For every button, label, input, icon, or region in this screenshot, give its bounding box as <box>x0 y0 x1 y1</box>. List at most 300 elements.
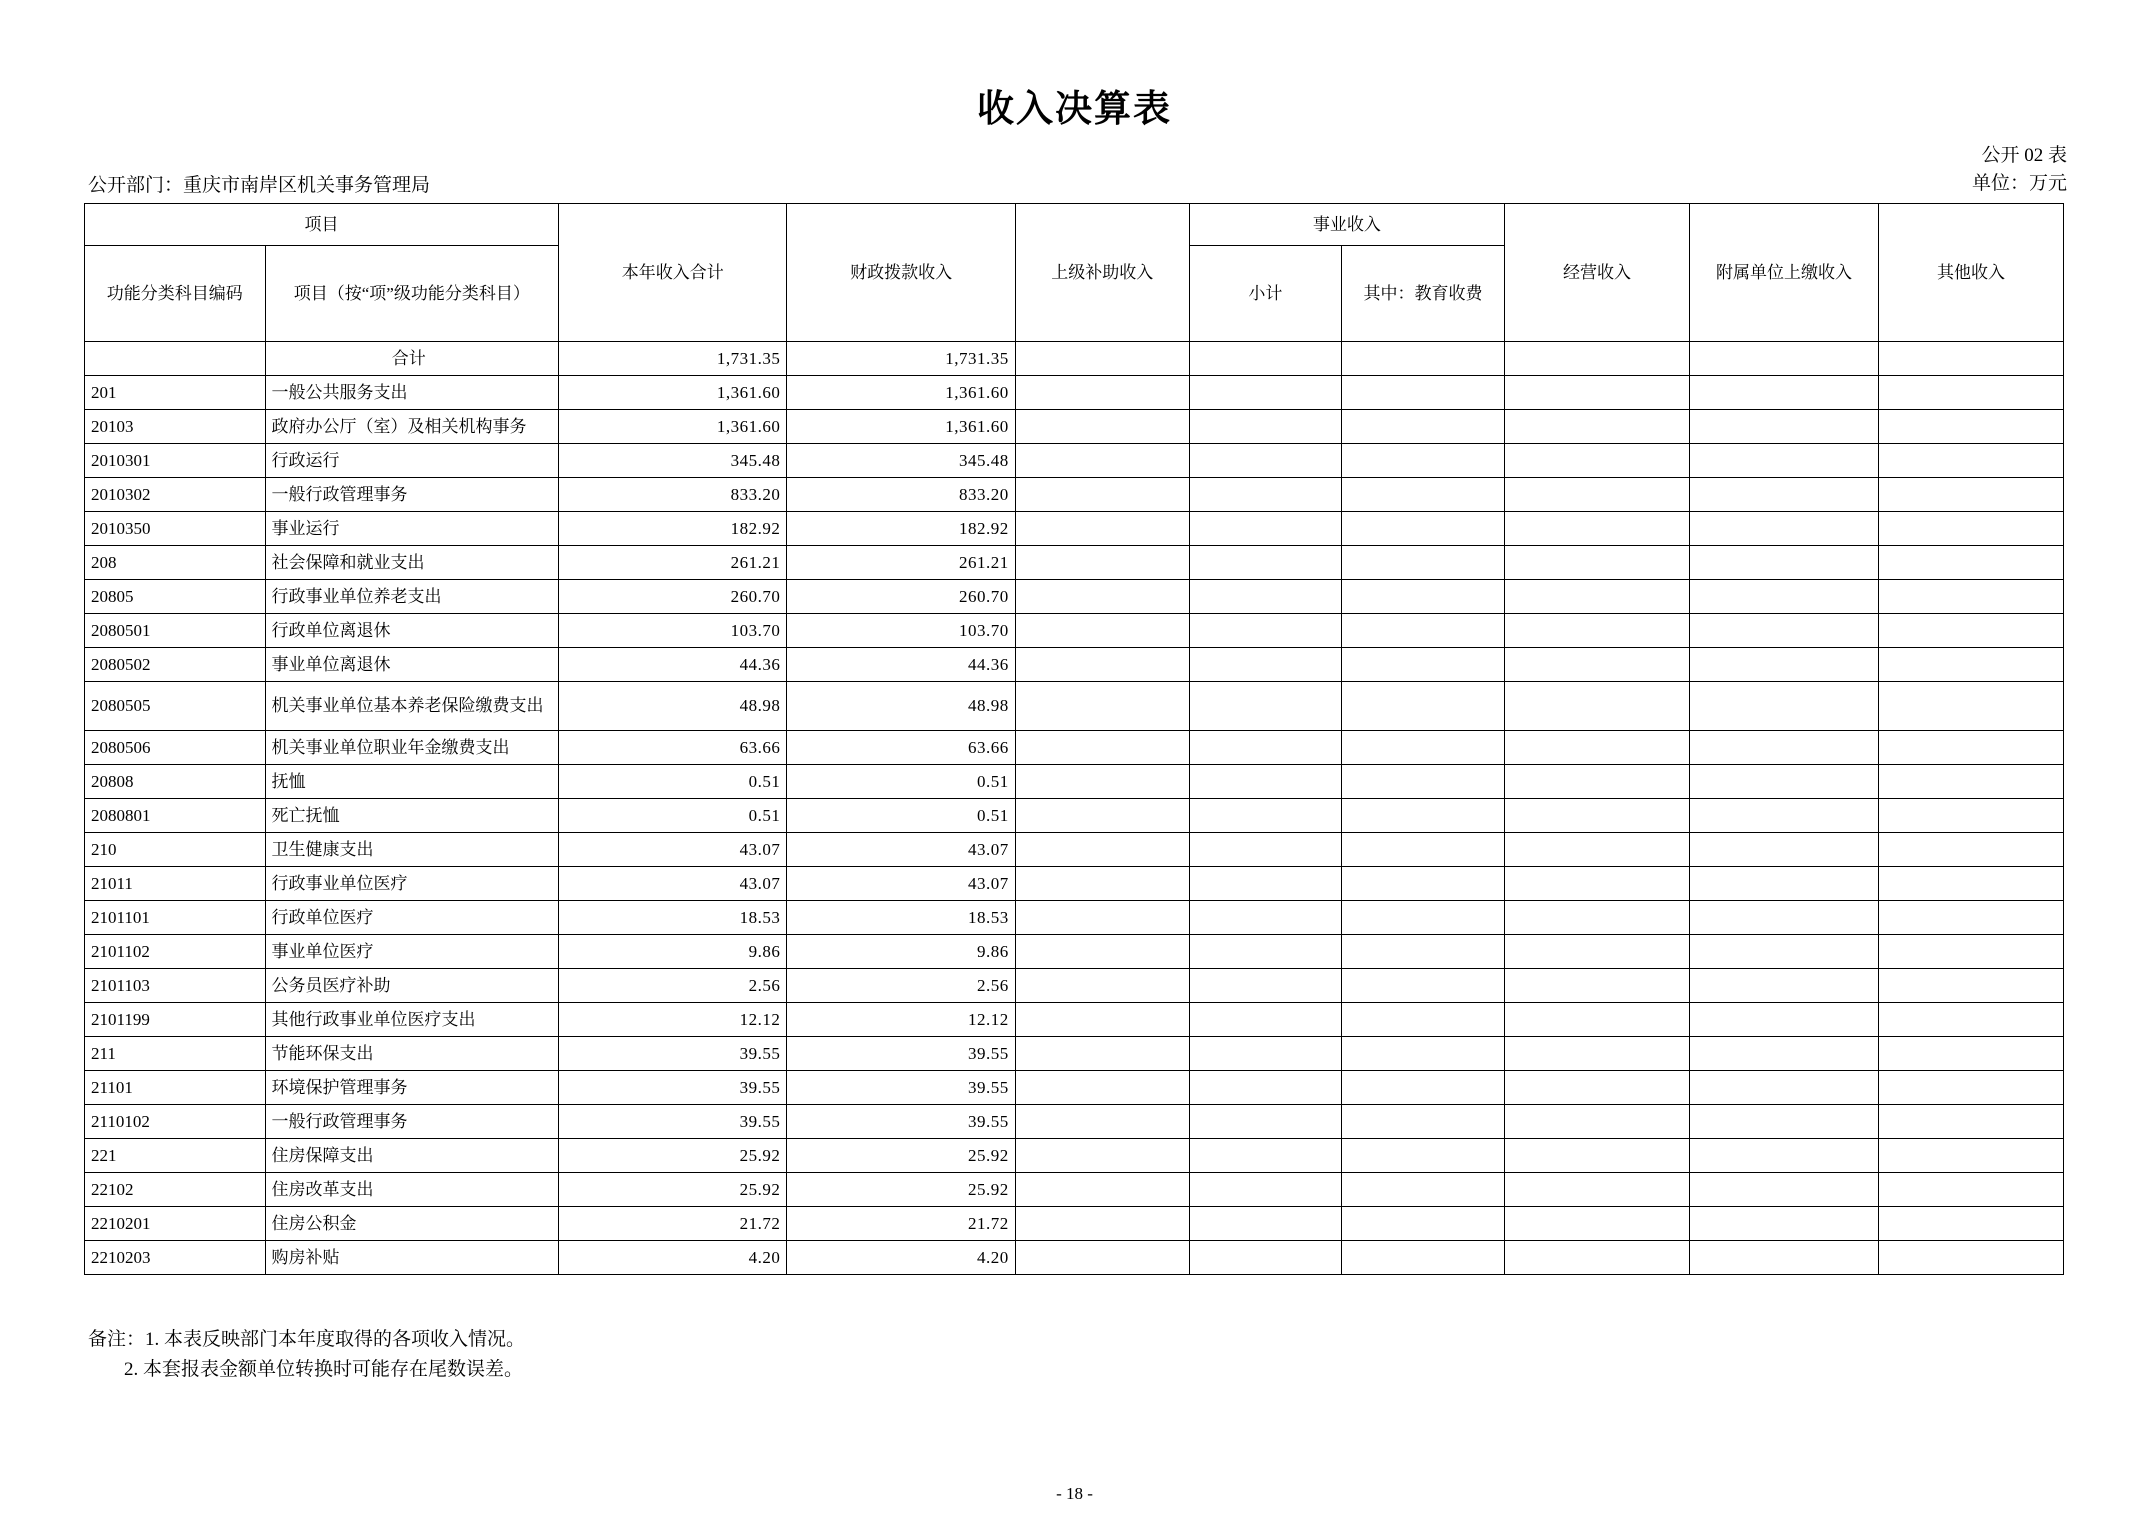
row-superior-subsidy <box>1015 580 1189 614</box>
row-superior-subsidy <box>1015 1003 1189 1037</box>
row-total-income: 0.51 <box>559 765 787 799</box>
row-operating-income <box>1505 682 1690 731</box>
row-code: 201 <box>85 376 266 410</box>
row-operating-income <box>1505 765 1690 799</box>
table-row <box>85 731 2064 765</box>
row-total-income: 260.70 <box>559 580 787 614</box>
row-other-income <box>1879 799 2064 833</box>
row-superior-subsidy <box>1015 648 1189 682</box>
amount-unit: 单位：万元 <box>1971 173 2067 194</box>
row-superior-subsidy <box>1015 833 1189 867</box>
row-code: 2080801 <box>85 799 266 833</box>
row-fiscal-income: 39.55 <box>787 1071 1015 1105</box>
table-row <box>85 512 2064 546</box>
row-code: 210 <box>85 833 266 867</box>
row-total-income: 63.66 <box>559 731 787 765</box>
row-affiliated-income <box>1689 512 1878 546</box>
row-item-name: 社会保障和就业支出 <box>265 546 559 580</box>
table-row <box>85 478 2064 512</box>
row-affiliated-income <box>1689 580 1878 614</box>
row-business-subtotal <box>1189 901 1341 935</box>
row-item-name: 一般公共服务支出 <box>265 376 559 410</box>
row-education-fee <box>1341 731 1504 765</box>
row-code: 2080501 <box>85 614 266 648</box>
row-item-name: 行政单位医疗 <box>265 901 559 935</box>
table-row <box>85 1071 2064 1105</box>
row-business-subtotal <box>1189 648 1341 682</box>
row-superior-subsidy <box>1015 901 1189 935</box>
row-item-name: 环境保护管理事务 <box>265 1071 559 1105</box>
row-total-income: 21.72 <box>559 1207 787 1241</box>
row-total-income: 0.51 <box>559 799 787 833</box>
form-number: 公开 02 表 <box>1981 145 2067 166</box>
row-education-fee <box>1341 614 1504 648</box>
row-item-name: 事业运行 <box>265 512 559 546</box>
row-superior-subsidy <box>1015 731 1189 765</box>
row-superior-subsidy <box>1015 342 1189 376</box>
row-business-subtotal <box>1189 478 1341 512</box>
row-superior-subsidy <box>1015 1105 1189 1139</box>
row-code: 20805 <box>85 580 266 614</box>
row-fiscal-income: 0.51 <box>787 799 1015 833</box>
row-other-income <box>1879 833 2064 867</box>
table-row <box>85 935 2064 969</box>
row-total-income: 39.55 <box>559 1037 787 1071</box>
row-item-name: 住房改革支出 <box>265 1173 559 1207</box>
row-fiscal-income: 345.48 <box>787 444 1015 478</box>
table-row <box>85 1105 2064 1139</box>
row-affiliated-income <box>1689 376 1878 410</box>
row-education-fee <box>1341 478 1504 512</box>
row-fiscal-income: 1,731.35 <box>787 342 1015 376</box>
row-business-subtotal <box>1189 867 1341 901</box>
row-other-income <box>1879 376 2064 410</box>
row-business-subtotal <box>1189 1241 1341 1275</box>
row-affiliated-income <box>1689 410 1878 444</box>
row-total-income: 25.92 <box>559 1173 787 1207</box>
table-row <box>85 867 2064 901</box>
row-total-income: 1,731.35 <box>559 342 787 376</box>
row-other-income <box>1879 1105 2064 1139</box>
row-code: 20103 <box>85 410 266 444</box>
income-final-accounts-table <box>84 203 2064 1275</box>
row-superior-subsidy <box>1015 1241 1189 1275</box>
row-affiliated-income <box>1689 1037 1878 1071</box>
row-operating-income <box>1505 1003 1690 1037</box>
page-title: 收入决算表 <box>977 89 1172 130</box>
row-operating-income <box>1505 1173 1690 1207</box>
row-code: 211 <box>85 1037 266 1071</box>
row-superior-subsidy <box>1015 1173 1189 1207</box>
table-row <box>85 765 2064 799</box>
row-operating-income <box>1505 444 1690 478</box>
row-fiscal-income: 1,361.60 <box>787 410 1015 444</box>
row-item-name: 其他行政事业单位医疗支出 <box>265 1003 559 1037</box>
header-affiliated: 附属单位上缴收入 <box>1689 204 1878 342</box>
row-business-subtotal <box>1189 969 1341 1003</box>
row-education-fee <box>1341 1003 1504 1037</box>
row-operating-income <box>1505 1105 1690 1139</box>
row-fiscal-income: 39.55 <box>787 1105 1015 1139</box>
header-code: 功能分类科目编码 <box>85 246 266 342</box>
table-row <box>85 682 2064 731</box>
row-fiscal-income: 25.92 <box>787 1139 1015 1173</box>
table-row <box>85 376 2064 410</box>
row-business-subtotal <box>1189 1173 1341 1207</box>
row-total-income: 25.92 <box>559 1139 787 1173</box>
row-fiscal-income: 43.07 <box>787 867 1015 901</box>
row-code <box>85 342 266 376</box>
row-other-income <box>1879 1071 2064 1105</box>
row-other-income <box>1879 969 2064 1003</box>
header-fiscal: 财政拨款收入 <box>787 204 1015 342</box>
row-superior-subsidy <box>1015 1071 1189 1105</box>
row-affiliated-income <box>1689 901 1878 935</box>
row-total-income: 43.07 <box>559 833 787 867</box>
row-fiscal-income: 9.86 <box>787 935 1015 969</box>
row-superior-subsidy <box>1015 546 1189 580</box>
row-education-fee <box>1341 410 1504 444</box>
row-other-income <box>1879 1173 2064 1207</box>
row-total-income: 48.98 <box>559 682 787 731</box>
row-affiliated-income <box>1689 1071 1878 1105</box>
row-operating-income <box>1505 1139 1690 1173</box>
row-affiliated-income <box>1689 1241 1878 1275</box>
row-fiscal-income: 44.36 <box>787 648 1015 682</box>
row-item-name: 机关事业单位基本养老保险缴费支出 <box>265 682 559 731</box>
row-code: 2080502 <box>85 648 266 682</box>
row-affiliated-income <box>1689 935 1878 969</box>
row-affiliated-income <box>1689 342 1878 376</box>
row-operating-income <box>1505 1207 1690 1241</box>
table-row <box>85 901 2064 935</box>
header-item-name: 项目（按“项”级功能分类科目） <box>265 246 559 342</box>
header-other: 其他收入 <box>1879 204 2064 342</box>
row-total-income: 182.92 <box>559 512 787 546</box>
row-education-fee <box>1341 682 1504 731</box>
row-other-income <box>1879 682 2064 731</box>
row-business-subtotal <box>1189 682 1341 731</box>
header-business-income: 事业收入 <box>1189 204 1504 246</box>
row-superior-subsidy <box>1015 1037 1189 1071</box>
row-affiliated-income <box>1689 546 1878 580</box>
row-fiscal-income: 182.92 <box>787 512 1015 546</box>
row-other-income <box>1879 614 2064 648</box>
row-other-income <box>1879 512 2064 546</box>
row-superior-subsidy <box>1015 969 1189 1003</box>
row-code: 2101101 <box>85 901 266 935</box>
table-row <box>85 1173 2064 1207</box>
row-education-fee <box>1341 867 1504 901</box>
row-business-subtotal <box>1189 731 1341 765</box>
table-row <box>85 833 2064 867</box>
row-total-income: 44.36 <box>559 648 787 682</box>
row-code: 208 <box>85 546 266 580</box>
row-total-income: 1,361.60 <box>559 376 787 410</box>
row-other-income <box>1879 901 2064 935</box>
row-business-subtotal <box>1189 935 1341 969</box>
row-superior-subsidy <box>1015 867 1189 901</box>
row-business-subtotal <box>1189 580 1341 614</box>
row-business-subtotal <box>1189 1207 1341 1241</box>
note-line-2: 2. 本套报表金额单位转换时可能存在尾数误差。 <box>124 1359 524 1380</box>
row-superior-subsidy <box>1015 410 1189 444</box>
table-row <box>85 1037 2064 1071</box>
row-business-subtotal <box>1189 1071 1341 1105</box>
row-operating-income <box>1505 580 1690 614</box>
row-operating-income <box>1505 1037 1690 1071</box>
row-other-income <box>1879 580 2064 614</box>
row-item-name: 购房补贴 <box>265 1241 559 1275</box>
row-other-income <box>1879 1241 2064 1275</box>
row-education-fee <box>1341 1241 1504 1275</box>
row-total-income: 39.55 <box>559 1105 787 1139</box>
row-fiscal-income: 21.72 <box>787 1207 1015 1241</box>
row-other-income <box>1879 648 2064 682</box>
row-operating-income <box>1505 546 1690 580</box>
row-education-fee <box>1341 935 1504 969</box>
header-item-group: 项目 <box>85 204 559 246</box>
table-header-row-1 <box>85 204 2064 246</box>
row-code: 2101103 <box>85 969 266 1003</box>
row-item-name: 合计 <box>265 342 559 376</box>
row-item-name: 卫生健康支出 <box>265 833 559 867</box>
row-item-name: 抚恤 <box>265 765 559 799</box>
row-operating-income <box>1505 614 1690 648</box>
row-other-income <box>1879 546 2064 580</box>
row-affiliated-income <box>1689 682 1878 731</box>
table-row <box>85 648 2064 682</box>
table-row <box>85 969 2064 1003</box>
row-fiscal-income: 39.55 <box>787 1037 1015 1071</box>
table-row <box>85 580 2064 614</box>
table-body <box>85 342 2064 1275</box>
row-operating-income <box>1505 342 1690 376</box>
row-affiliated-income <box>1689 478 1878 512</box>
row-education-fee <box>1341 648 1504 682</box>
row-fiscal-income: 43.07 <box>787 833 1015 867</box>
row-code: 22102 <box>85 1173 266 1207</box>
row-operating-income <box>1505 833 1690 867</box>
row-superior-subsidy <box>1015 614 1189 648</box>
row-operating-income <box>1505 648 1690 682</box>
row-code: 221 <box>85 1139 266 1173</box>
row-business-subtotal <box>1189 833 1341 867</box>
row-code: 2101199 <box>85 1003 266 1037</box>
row-total-income: 1,361.60 <box>559 410 787 444</box>
row-item-name: 一般行政管理事务 <box>265 478 559 512</box>
table-row <box>85 444 2064 478</box>
row-education-fee <box>1341 1139 1504 1173</box>
row-education-fee <box>1341 512 1504 546</box>
row-code: 2080505 <box>85 682 266 731</box>
row-code: 2210203 <box>85 1241 266 1275</box>
table-row <box>85 1003 2064 1037</box>
row-operating-income <box>1505 1241 1690 1275</box>
row-business-subtotal <box>1189 765 1341 799</box>
row-code: 21101 <box>85 1071 266 1105</box>
table-row <box>85 342 2064 376</box>
row-fiscal-income: 103.70 <box>787 614 1015 648</box>
row-total-income: 345.48 <box>559 444 787 478</box>
header-operating: 经营收入 <box>1505 204 1690 342</box>
row-other-income <box>1879 444 2064 478</box>
row-operating-income <box>1505 512 1690 546</box>
row-affiliated-income <box>1689 833 1878 867</box>
row-education-fee <box>1341 1105 1504 1139</box>
row-fiscal-income: 1,361.60 <box>787 376 1015 410</box>
table-row <box>85 614 2064 648</box>
table-row <box>85 1207 2064 1241</box>
row-fiscal-income: 2.56 <box>787 969 1015 1003</box>
row-other-income <box>1879 342 2064 376</box>
row-education-fee <box>1341 799 1504 833</box>
header-education-fee: 其中：教育收费 <box>1341 246 1504 342</box>
row-business-subtotal <box>1189 1105 1341 1139</box>
row-business-subtotal <box>1189 376 1341 410</box>
row-item-name: 事业单位离退休 <box>265 648 559 682</box>
row-other-income <box>1879 867 2064 901</box>
table-row <box>85 1139 2064 1173</box>
row-item-name: 机关事业单位职业年金缴费支出 <box>265 731 559 765</box>
row-superior-subsidy <box>1015 478 1189 512</box>
row-superior-subsidy <box>1015 935 1189 969</box>
row-other-income <box>1879 1139 2064 1173</box>
table-row <box>85 410 2064 444</box>
row-education-fee <box>1341 1037 1504 1071</box>
row-other-income <box>1879 410 2064 444</box>
row-code: 2010350 <box>85 512 266 546</box>
row-other-income <box>1879 731 2064 765</box>
row-item-name: 行政事业单位养老支出 <box>265 580 559 614</box>
row-business-subtotal <box>1189 799 1341 833</box>
row-other-income <box>1879 1207 2064 1241</box>
row-fiscal-income: 4.20 <box>787 1241 1015 1275</box>
row-affiliated-income <box>1689 444 1878 478</box>
row-fiscal-income: 260.70 <box>787 580 1015 614</box>
row-affiliated-income <box>1689 969 1878 1003</box>
row-item-name: 公务员医疗补助 <box>265 969 559 1003</box>
row-affiliated-income <box>1689 1173 1878 1207</box>
row-item-name: 事业单位医疗 <box>265 935 559 969</box>
row-education-fee <box>1341 969 1504 1003</box>
row-item-name: 行政事业单位医疗 <box>265 867 559 901</box>
row-operating-income <box>1505 376 1690 410</box>
row-affiliated-income <box>1689 648 1878 682</box>
row-total-income: 18.53 <box>559 901 787 935</box>
header-subtotal: 小计 <box>1189 246 1341 342</box>
row-business-subtotal <box>1189 512 1341 546</box>
row-code: 2110102 <box>85 1105 266 1139</box>
row-other-income <box>1879 478 2064 512</box>
row-code: 2101102 <box>85 935 266 969</box>
row-fiscal-income: 48.98 <box>787 682 1015 731</box>
row-operating-income <box>1505 731 1690 765</box>
row-fiscal-income: 0.51 <box>787 765 1015 799</box>
row-affiliated-income <box>1689 731 1878 765</box>
row-affiliated-income <box>1689 1003 1878 1037</box>
row-total-income: 39.55 <box>559 1071 787 1105</box>
row-superior-subsidy <box>1015 1207 1189 1241</box>
header-superior-subsidy: 上级补助收入 <box>1015 204 1189 342</box>
row-operating-income <box>1505 410 1690 444</box>
row-affiliated-income <box>1689 765 1878 799</box>
row-education-fee <box>1341 376 1504 410</box>
row-superior-subsidy <box>1015 799 1189 833</box>
row-education-fee <box>1341 833 1504 867</box>
row-education-fee <box>1341 444 1504 478</box>
row-business-subtotal <box>1189 546 1341 580</box>
row-superior-subsidy <box>1015 682 1189 731</box>
row-education-fee <box>1341 901 1504 935</box>
row-code: 21011 <box>85 867 266 901</box>
note-line-1: 备注：1. 本表反映部门本年度取得的各项收入情况。 <box>88 1329 526 1350</box>
row-operating-income <box>1505 901 1690 935</box>
row-superior-subsidy <box>1015 376 1189 410</box>
row-affiliated-income <box>1689 1207 1878 1241</box>
row-affiliated-income <box>1689 799 1878 833</box>
row-superior-subsidy <box>1015 765 1189 799</box>
row-education-fee <box>1341 342 1504 376</box>
row-operating-income <box>1505 935 1690 969</box>
table-notes <box>88 1325 525 1385</box>
row-total-income: 261.21 <box>559 546 787 580</box>
row-code: 20808 <box>85 765 266 799</box>
row-superior-subsidy <box>1015 444 1189 478</box>
row-business-subtotal <box>1189 444 1341 478</box>
row-business-subtotal <box>1189 614 1341 648</box>
row-business-subtotal <box>1189 1037 1341 1071</box>
row-other-income <box>1879 765 2064 799</box>
row-superior-subsidy <box>1015 1139 1189 1173</box>
table-row <box>85 546 2064 580</box>
row-affiliated-income <box>1689 1105 1878 1139</box>
table-row <box>85 1241 2064 1275</box>
row-education-fee <box>1341 1071 1504 1105</box>
row-code: 2210201 <box>85 1207 266 1241</box>
row-education-fee <box>1341 546 1504 580</box>
row-fiscal-income: 261.21 <box>787 546 1015 580</box>
row-item-name: 死亡抚恤 <box>265 799 559 833</box>
header-total: 本年收入合计 <box>559 204 787 342</box>
row-operating-income <box>1505 969 1690 1003</box>
row-business-subtotal <box>1189 410 1341 444</box>
row-superior-subsidy <box>1015 512 1189 546</box>
row-total-income: 9.86 <box>559 935 787 969</box>
row-operating-income <box>1505 799 1690 833</box>
row-operating-income <box>1505 1071 1690 1105</box>
table-row <box>85 799 2064 833</box>
row-affiliated-income <box>1689 1139 1878 1173</box>
row-fiscal-income: 12.12 <box>787 1003 1015 1037</box>
row-fiscal-income: 18.53 <box>787 901 1015 935</box>
row-total-income: 4.20 <box>559 1241 787 1275</box>
department-label: 公开部门：重庆市南岸区机关事务管理局 <box>88 175 431 196</box>
row-total-income: 12.12 <box>559 1003 787 1037</box>
form-meta <box>1972 142 2067 198</box>
row-item-name: 行政单位离退休 <box>265 614 559 648</box>
row-code: 2080506 <box>85 731 266 765</box>
row-fiscal-income: 63.66 <box>787 731 1015 765</box>
row-item-name: 政府办公厅（室）及相关机构事务 <box>265 410 559 444</box>
row-affiliated-income <box>1689 867 1878 901</box>
row-code: 2010302 <box>85 478 266 512</box>
row-item-name: 住房保障支出 <box>265 1139 559 1173</box>
row-total-income: 43.07 <box>559 867 787 901</box>
row-fiscal-income: 833.20 <box>787 478 1015 512</box>
row-other-income <box>1879 935 2064 969</box>
row-other-income <box>1879 1037 2064 1071</box>
